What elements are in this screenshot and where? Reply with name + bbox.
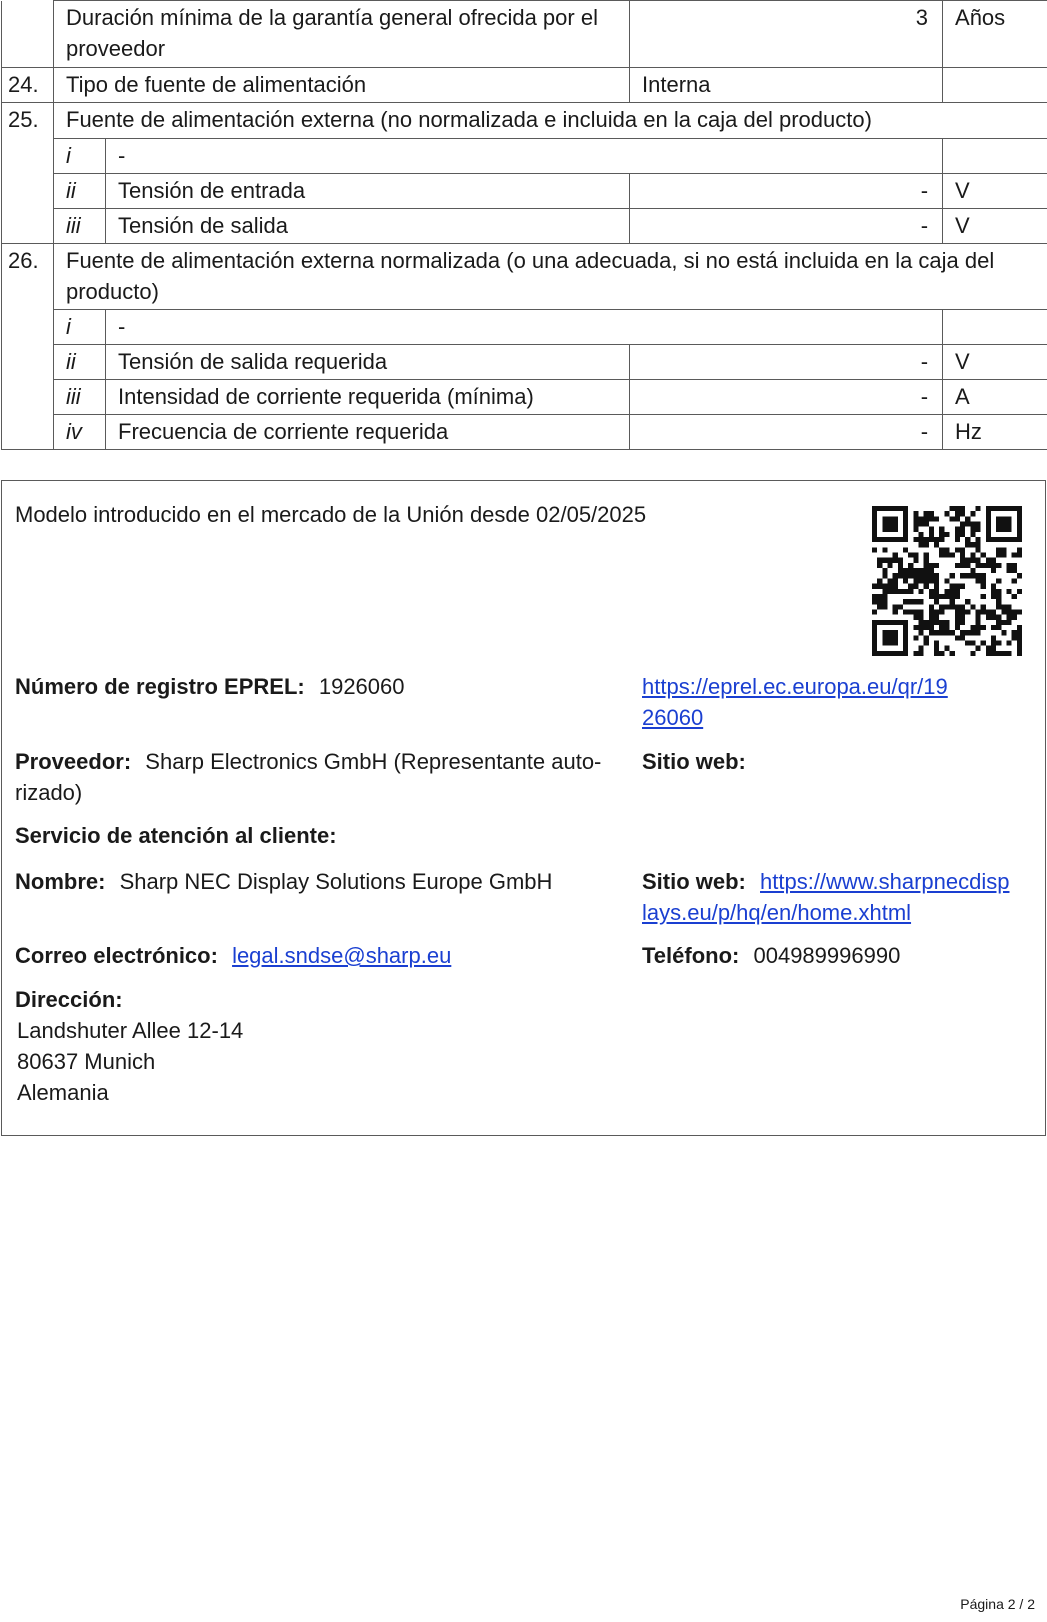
table-row <box>2 139 1047 174</box>
table-row <box>2 103 1047 139</box>
sub-label: Frecuencia de corriente requerida <box>106 415 630 450</box>
eprel-link[interactable]: https://eprel.ec.europa.eu/qr/19 26060 <box>642 674 948 730</box>
supplier-name: Sharp Electronics GmbH (Representante auto- <box>145 749 602 774</box>
sub-unit: V <box>943 345 1047 380</box>
power-supply-type-value: Interna <box>630 68 943 103</box>
address-street: Landshuter Allee 12-14 <box>17 1018 244 1043</box>
sub-index: ii <box>54 345 106 380</box>
row-number: 25. <box>2 103 54 139</box>
sub-index: iv <box>54 415 106 450</box>
warranty-unit: Años <box>943 1 1047 68</box>
supplier-website-label: Sitio web: <box>642 749 746 774</box>
eprel-number: 1926060 <box>318 674 405 699</box>
external-psu-label: Fuente de alimentación externa (no normalizada e incluida en la caja del producto) <box>54 103 1047 139</box>
customer-service-label: Servicio de atención al cliente: <box>15 823 337 848</box>
sub-label: Intensidad de corriente requerida (mínima) <box>106 380 630 415</box>
address-label: Dirección: <box>15 987 123 1012</box>
sub-label: Tensión de salida <box>106 209 630 244</box>
table-row <box>2 174 1047 209</box>
page-number: Página 2 / 2 <box>960 1596 1035 1612</box>
sub-label: Tensión de salida requerida <box>106 345 630 380</box>
sub-value: - <box>630 174 943 209</box>
warranty-value: 3 <box>630 1 943 68</box>
spec-table <box>1 0 1047 450</box>
phone-label: Teléfono: <box>642 943 740 968</box>
address-country: Alemania <box>17 1080 109 1105</box>
eprel-label: Número de registro EPREL: <box>15 674 305 699</box>
sub-value: - <box>630 380 943 415</box>
supplier-name-cont: rizado) <box>15 780 83 805</box>
table-row <box>2 209 1047 244</box>
name-label: Nombre: <box>15 869 106 894</box>
market-placement-text: Modelo introducido en el mercado de la Unión desde 02/05/2025 <box>15 502 647 527</box>
sub-label: - <box>106 310 943 345</box>
sub-index: i <box>54 310 106 345</box>
table-row <box>2 380 1047 415</box>
warranty-label: Duración mínima de la garantía general ofrecida por el proveedor <box>54 1 630 68</box>
cs-company-name: Sharp NEC Display Solutions Europe GmbH <box>119 869 553 894</box>
table-row <box>2 68 1047 103</box>
table-row <box>2 310 1047 345</box>
email-link[interactable]: legal.sndse@sharp.eu <box>232 943 452 968</box>
address-city: 80637 Munich <box>17 1049 156 1074</box>
table-row <box>2 345 1047 380</box>
row-number: 24. <box>2 68 54 103</box>
sub-label: Tensión de entrada <box>106 174 630 209</box>
table-row <box>2 244 1047 310</box>
email-label: Correo electrónico: <box>15 943 218 968</box>
phone-number: 004989996990 <box>753 943 901 968</box>
address-block <box>15 984 243 1108</box>
row-number: 26. <box>2 244 54 310</box>
sub-value: - <box>630 415 943 450</box>
sub-index: iii <box>54 209 106 244</box>
supplier-label: Proveedor: <box>15 749 132 774</box>
sub-index: iii <box>54 380 106 415</box>
sub-unit: Hz <box>943 415 1047 450</box>
sub-value: - <box>630 209 943 244</box>
table-row <box>2 1 1047 68</box>
power-supply-type-label: Tipo de fuente de alimentación <box>54 68 630 103</box>
qr-code-icon[interactable] <box>872 506 1022 656</box>
sub-index: ii <box>54 174 106 209</box>
sub-index: i <box>54 139 106 174</box>
cs-website-link[interactable]: https://www.sharpnecdisp lays.eu/p/hq/en/home.xhtml <box>642 869 1010 925</box>
sub-unit: V <box>943 209 1047 244</box>
sub-value: - <box>630 345 943 380</box>
sub-unit: V <box>943 174 1047 209</box>
cs-website-label: Sitio web: <box>642 869 746 894</box>
supplier-info-box <box>1 480 1046 1136</box>
sub-unit: A <box>943 380 1047 415</box>
standard-psu-label: Fuente de alimentación externa normalizada (o una adecuada, si no está incluida en la caja del producto) <box>54 244 1047 310</box>
table-row <box>2 415 1047 450</box>
sub-label: - <box>106 139 943 174</box>
